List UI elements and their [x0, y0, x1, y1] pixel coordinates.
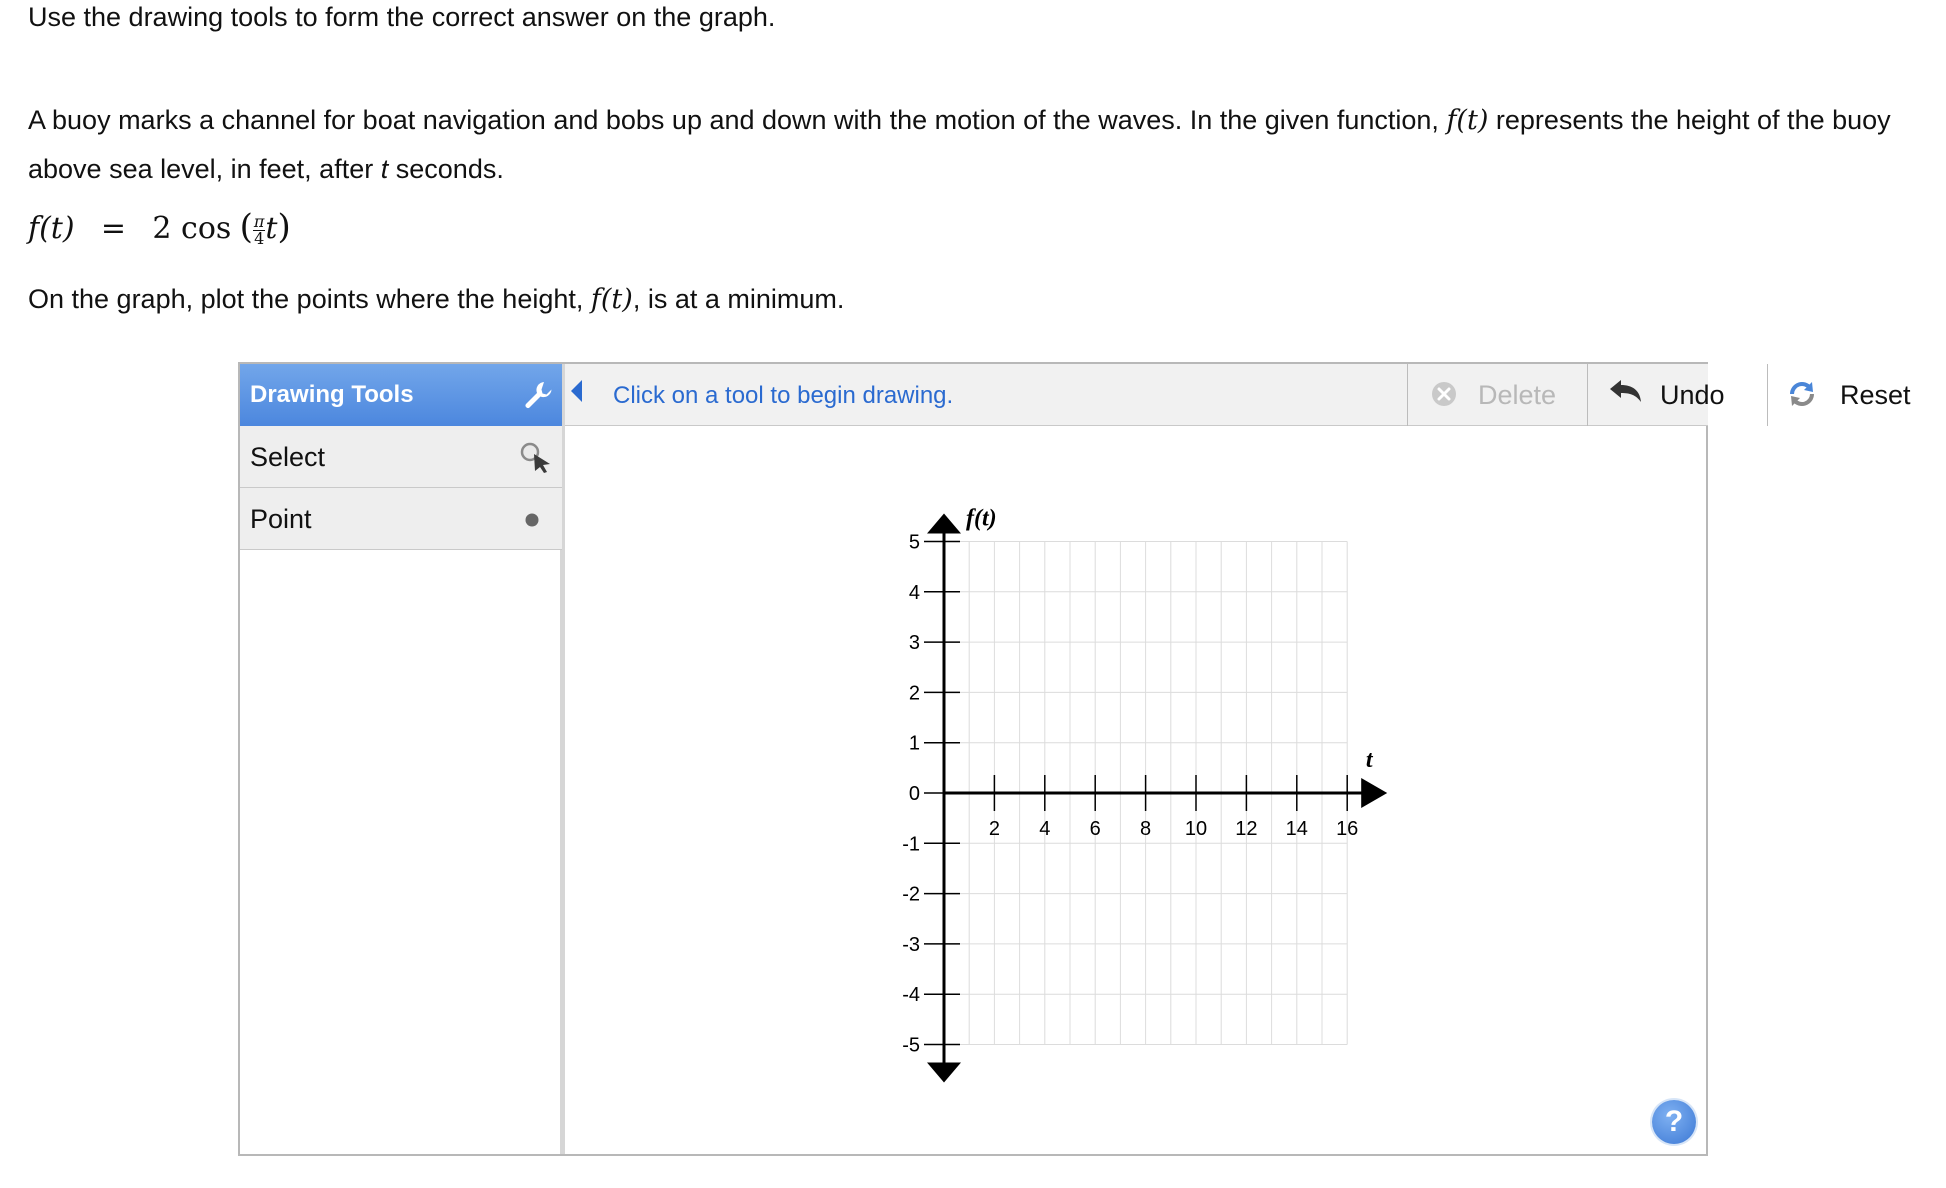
problem-text	[28, 96, 1918, 193]
y-tick-label: -1	[902, 833, 920, 856]
x-tick-label: 16	[1336, 818, 1359, 840]
y-tick-label: 0	[908, 783, 920, 805]
task-text-before: On the graph, plot the points where the height,	[28, 284, 584, 314]
reset-cycle-icon	[1786, 378, 1818, 410]
formula-numerator: π	[253, 211, 265, 231]
task-text-after: , is at a minimum.	[632, 284, 845, 314]
y-tick-label: 4	[908, 581, 920, 604]
y-tick-label: -3	[902, 933, 920, 956]
y-tick-label: -5	[902, 1034, 920, 1057]
x-tick-label: 8	[1140, 818, 1152, 840]
y-tick-label: 2	[908, 682, 920, 705]
problem-text-before: A buoy marks a channel for boat navigation and bobs up and down with the motion of the waves. In the given function,	[28, 105, 1439, 135]
formula-fraction	[253, 211, 266, 248]
x-tick-label: 4	[1039, 818, 1051, 840]
formula-variable: t	[265, 211, 278, 246]
problem-variable: t	[380, 154, 389, 184]
task-function: f(t)	[590, 284, 633, 315]
x-tick-label: 14	[1285, 818, 1308, 840]
y-tick-label: 1	[908, 732, 920, 755]
task-text	[28, 282, 844, 317]
delete-label: Delete	[1478, 380, 1557, 410]
tool-select-label: Select	[250, 442, 326, 472]
x-axis-label: t	[1365, 747, 1373, 773]
x-tick-label: 12	[1235, 818, 1258, 840]
formula-coefficient: 2 cos	[152, 211, 232, 246]
reset-button[interactable]	[1767, 364, 1911, 426]
problem-text-after: seconds.	[395, 154, 504, 184]
x-tick-label: 6	[1089, 818, 1101, 840]
x-tick-label: 2	[988, 818, 1000, 840]
formula-lhs: f(t)	[28, 211, 75, 246]
formula-denominator: 4	[254, 228, 265, 248]
toolbar-hint: Click on a tool to begin drawing.	[613, 382, 954, 409]
y-tick-label: -2	[902, 883, 920, 906]
x-tick-label: 10	[1184, 818, 1208, 840]
y-axis-arrow-up	[927, 514, 961, 534]
formula-equals: =	[100, 211, 127, 246]
undo-label: Undo	[1660, 380, 1725, 410]
y-axis-label: f(t)	[966, 505, 997, 532]
tool-point-label: Point	[250, 504, 312, 534]
reset-label: Reset	[1840, 380, 1911, 410]
problem-function: f(t)	[1446, 105, 1489, 136]
x-axis-arrow-right	[1361, 778, 1387, 808]
y-tick-label: 5	[908, 531, 920, 554]
drawing-widget	[238, 362, 1911, 1156]
instruction-text: Use the drawing tools to form the correct answer on the graph.	[28, 2, 776, 32]
problem-text-middle: represents the height of the buoy above sea level, in feet, after	[28, 105, 1891, 184]
help-button[interactable]: ?	[1652, 1100, 1696, 1144]
y-axis-arrow-down	[927, 1063, 961, 1083]
y-tick-label: 3	[908, 632, 920, 655]
y-tick-label: -4	[902, 984, 920, 1007]
formula: f(t) = 2 cos ( $\frac{\pi}{4}$ t)	[28, 207, 291, 248]
drawing-tools-title: Drawing Tools	[250, 381, 414, 408]
graph-canvas[interactable]	[240, 364, 1706, 1154]
